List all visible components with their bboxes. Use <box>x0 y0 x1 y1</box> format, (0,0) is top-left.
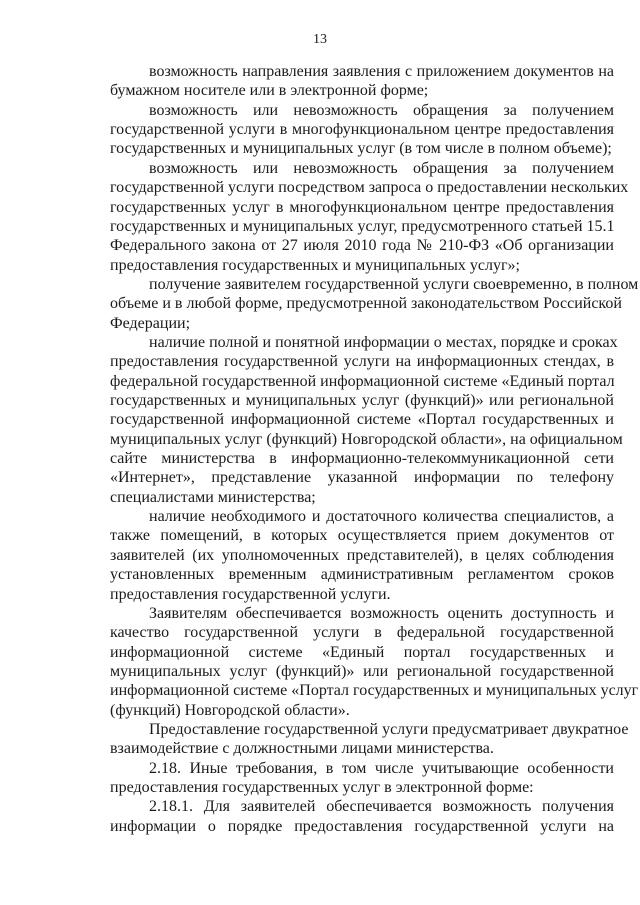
text-line: заявителей (их уполномоченных представителей), в целях соблюдения <box>110 546 614 564</box>
text-line: «Интернет», представление указанной информации по телефону <box>110 469 614 487</box>
text-line: Федерации; <box>110 314 191 332</box>
text-line: возможность или невозможность обращения за получением <box>149 159 614 177</box>
text-line: государственной услуги посредством запроса о предоставлении нескольких <box>110 179 629 197</box>
text-line: бумажном носителе или в электронной форме; <box>110 82 429 100</box>
text-line: наличие полной и понятной информации о местах, порядке и сроках <box>149 333 618 351</box>
text-line: предоставления государственной услуги на информационных стендах, в <box>110 353 614 371</box>
text-line: качество государственной услуги в федеральной государственной <box>110 624 614 642</box>
text-line: объеме и в любой форме, предусмотренной законодательством Российской <box>110 295 622 313</box>
text-line: предоставления государственных услуг в электронной форме: <box>110 779 534 796</box>
text-line: возможность или невозможность обращения за получением <box>149 101 614 119</box>
text-line: государственных и муниципальных услуг (функций)» или региональной <box>110 392 614 409</box>
text-line: государственных и муниципальных услуг (в том числе в полном объеме); <box>110 140 612 158</box>
text-line: наличие необходимого и достаточного количества специалистов, а <box>149 508 614 526</box>
text-line: предоставления государственных и муниципальных услуг»; <box>110 256 520 274</box>
text-line: также помещений, в которых осуществляется прием документов от <box>110 527 614 545</box>
text-line: федеральной государственной информационной системе «Единый портал <box>110 372 615 390</box>
text-line: специалистами министерства; <box>110 488 316 506</box>
text-line: государственной информационной системе «Портал государственных и <box>110 411 614 429</box>
text-line: 2.18.1. Для заявителей обеспечивается возможность получения <box>149 798 614 816</box>
text-line: установленных временным административным регламентом сроков <box>110 566 614 584</box>
text-line: взаимодействие с должностными лицами министерства. <box>110 740 494 758</box>
text-line: муниципальных услуг (функций) Новгородской области», на официальном <box>110 430 623 448</box>
text-line: (функций) Новгородской области». <box>110 701 350 719</box>
text-line: государственных услуг в многофункциональном центре предоставления <box>110 198 614 216</box>
text-line: государственных и муниципальных услуг, предусмотренного статьей 15.1 <box>110 217 615 235</box>
text-line: возможность направления заявления с приложением документов на <box>149 63 614 80</box>
text-line: информационной системе «Портал государственных и муниципальных услуг <box>110 682 639 700</box>
text-line: предоставления государственной услуги. <box>110 585 391 603</box>
text-line: муниципальных услуг (функций)» или региональной государственной <box>110 662 614 680</box>
text-line: информационной системе «Единый портал государственных и <box>110 643 614 661</box>
text-line: сайте министерства в информационно-телекоммуникационной сети <box>110 450 614 467</box>
text-line: государственной услуги в многофункциональном центре предоставления <box>110 121 614 139</box>
text-line: информации о порядке предоставления государственной услуги на <box>110 817 614 835</box>
text-line: Предоставление государственной услуги предусматривает двукратное <box>149 720 629 738</box>
page-number: 13 <box>313 32 327 47</box>
text-line: Заявителям обеспечивается возможность оценить доступность и <box>149 604 614 622</box>
text-line: Федерального закона от 27 июля 2010 года № 210-ФЗ «Об организации <box>110 237 614 255</box>
text-line: 2.18. Иные требования, в том числе учитывающие особенности <box>149 759 614 777</box>
text-line: получение заявителем государственной услуги своевременно, в полном <box>149 275 639 293</box>
